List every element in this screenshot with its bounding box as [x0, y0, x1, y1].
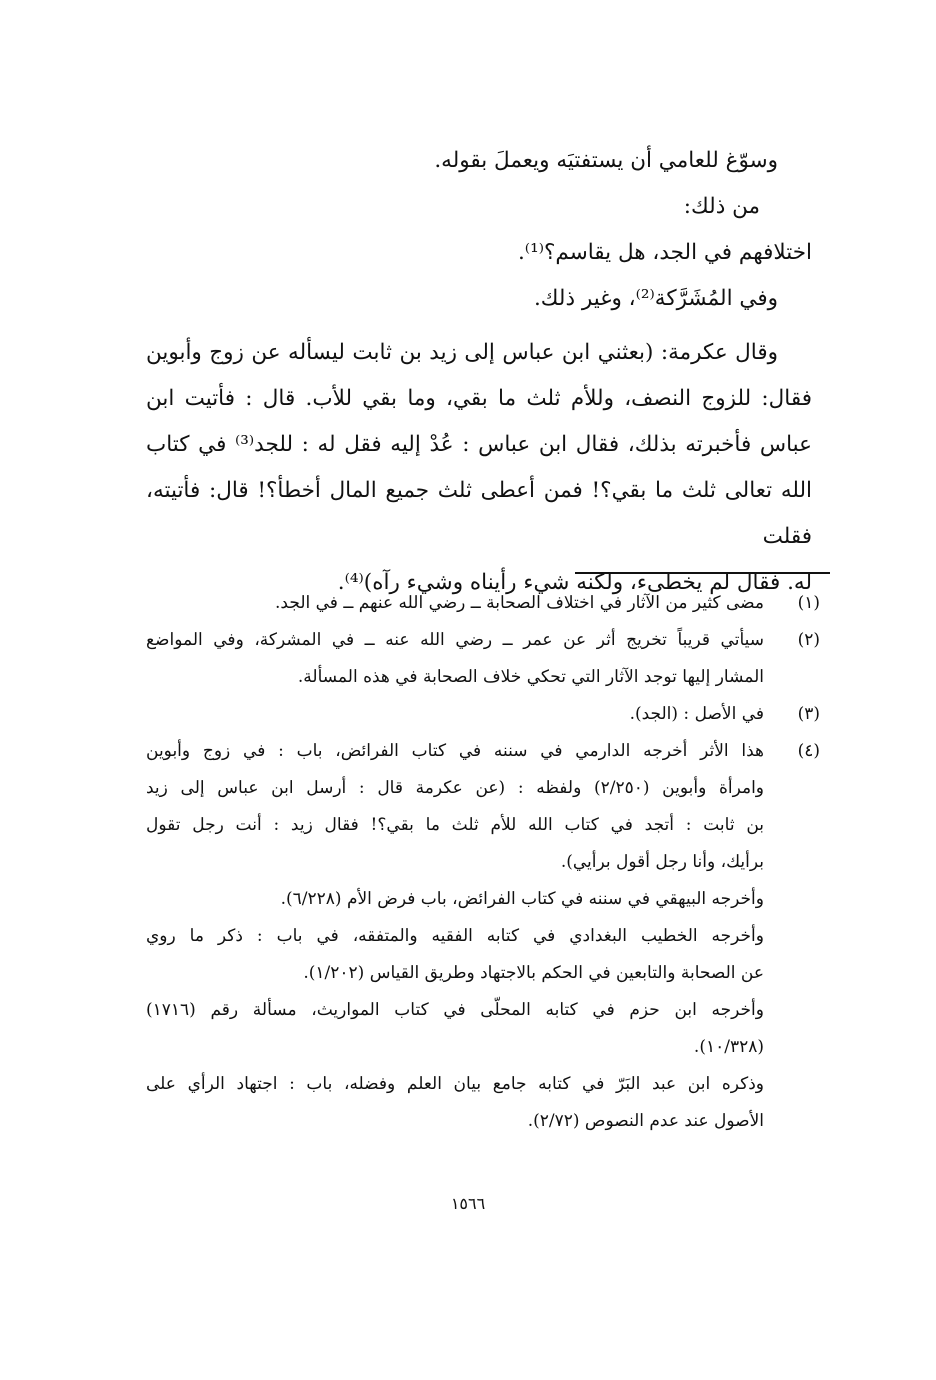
footnote-line: وذكره ابن عبد البَرّ في كتابه جامع بيان العلم وفضله، باب : اجتهاد الرأي على: [146, 1074, 764, 1094]
footnote-3: [146, 696, 820, 733]
footnote-line: في الأصل : (الجد).: [629, 704, 764, 724]
footnote-number: (٣): [797, 704, 820, 724]
footnote-line: مضى كثير من الآثار في اختلاف الصحابة ــ رضي الله عنهم ــ في الجد.: [275, 593, 764, 613]
footnotes: [146, 585, 820, 1140]
footnote-number: (٢): [797, 630, 820, 650]
text-line: وفي المُشَرَّكة⁽²⁾، وغير ذلك.: [533, 286, 778, 311]
footnote-line: بن ثابت : أتجد في كتاب الله للأم ثلث ما بقي؟! فقال زيد : أنت رجل تقول: [146, 815, 764, 835]
footnote-line: هذا الأثر أخرجه الدارمي في سننه في كتاب الفرائض، باب : في زوج وأبوين: [146, 741, 764, 761]
footnote-line: عن الصحابة والتابعين في الحكم بالاجتهاد وطريق القياس (١/٢٠٢).: [303, 963, 764, 983]
footnote-line: وأخرجه البيهقي في سننه في كتاب الفرائض، باب فرض الأم (٦/٢٢٨).: [280, 889, 764, 909]
footnote-line: برأيك، وأنا رجل أقول برأيي).: [560, 852, 764, 872]
footnote-line: (١٠/٣٢٨).: [693, 1037, 764, 1057]
footnote-number: (١): [797, 593, 820, 613]
text-line: الله تعالى ثلث ما بقي؟! فمن أعطى ثلث جميع المال أخطأ؟! قال: فأتيته، فقلت: [146, 478, 812, 549]
footnote-line: وأخرجه ابن حزم في كتابه المحلّى في كتاب المواريث، مسألة رقم (١٧١٦): [146, 1000, 764, 1020]
footnote-4: [146, 733, 820, 1140]
text-line: اختلافهم في الجد، هل يقاسم؟⁽¹⁾.: [517, 240, 812, 265]
footnote-line: الأصول عند عدم النصوص (٢/٧٢).: [527, 1111, 764, 1131]
footnote-divider: [575, 572, 830, 574]
footnote-line: سيأتي قريباً تخريج أثر عن عمر ــ رضي الله عنه ــ في المشركة، وفي المواضع: [146, 630, 764, 650]
text-line: من ذلك:: [683, 194, 760, 219]
main-text: [146, 138, 812, 606]
text-line: له. فقال لم يخطىء، ولكنه شيء رأيناه وشيء رآه)⁽⁴⁾.: [337, 570, 812, 595]
text-line: وقال عكرمة: (بعثني ابن عباس إلى زيد بن ثابت ليسأله عن زوج وأبوين: [146, 340, 778, 365]
footnote-2: [146, 622, 820, 696]
footnote-line: وامرأة وأبوين (٢/٢٥٠) ولفظه : (عن عكرمة قال : أرسل ابن عباس إلى زيد: [146, 778, 764, 798]
page-number: ١٥٦٦: [450, 1194, 486, 1213]
text-line: عباس فأخبرته بذلك، فقال ابن عباس : عُدْ إليه فقل له : للجد⁽³⁾ في كتاب: [146, 432, 812, 457]
text-line: فقال: للزوج النصف، وللأم ثلث ما بقي، وما بقي للأب. قال : فأتيت ابن: [146, 386, 812, 411]
footnote-1: [146, 585, 820, 622]
footnote-line: وأخرجه الخطيب البغدادي في كتابه الفقيه والمتفقه، في باب : ذكر ما روي: [146, 926, 764, 946]
footnote-line: المشار إليها توجد الآثار التي تحكي خلاف الصحابة في هذه المسألة.: [297, 667, 764, 687]
footnote-number: (٤): [797, 741, 820, 761]
text-line: وسوّغ للعامي أن يستفتيَه ويعملَ بقوله.: [434, 148, 778, 173]
